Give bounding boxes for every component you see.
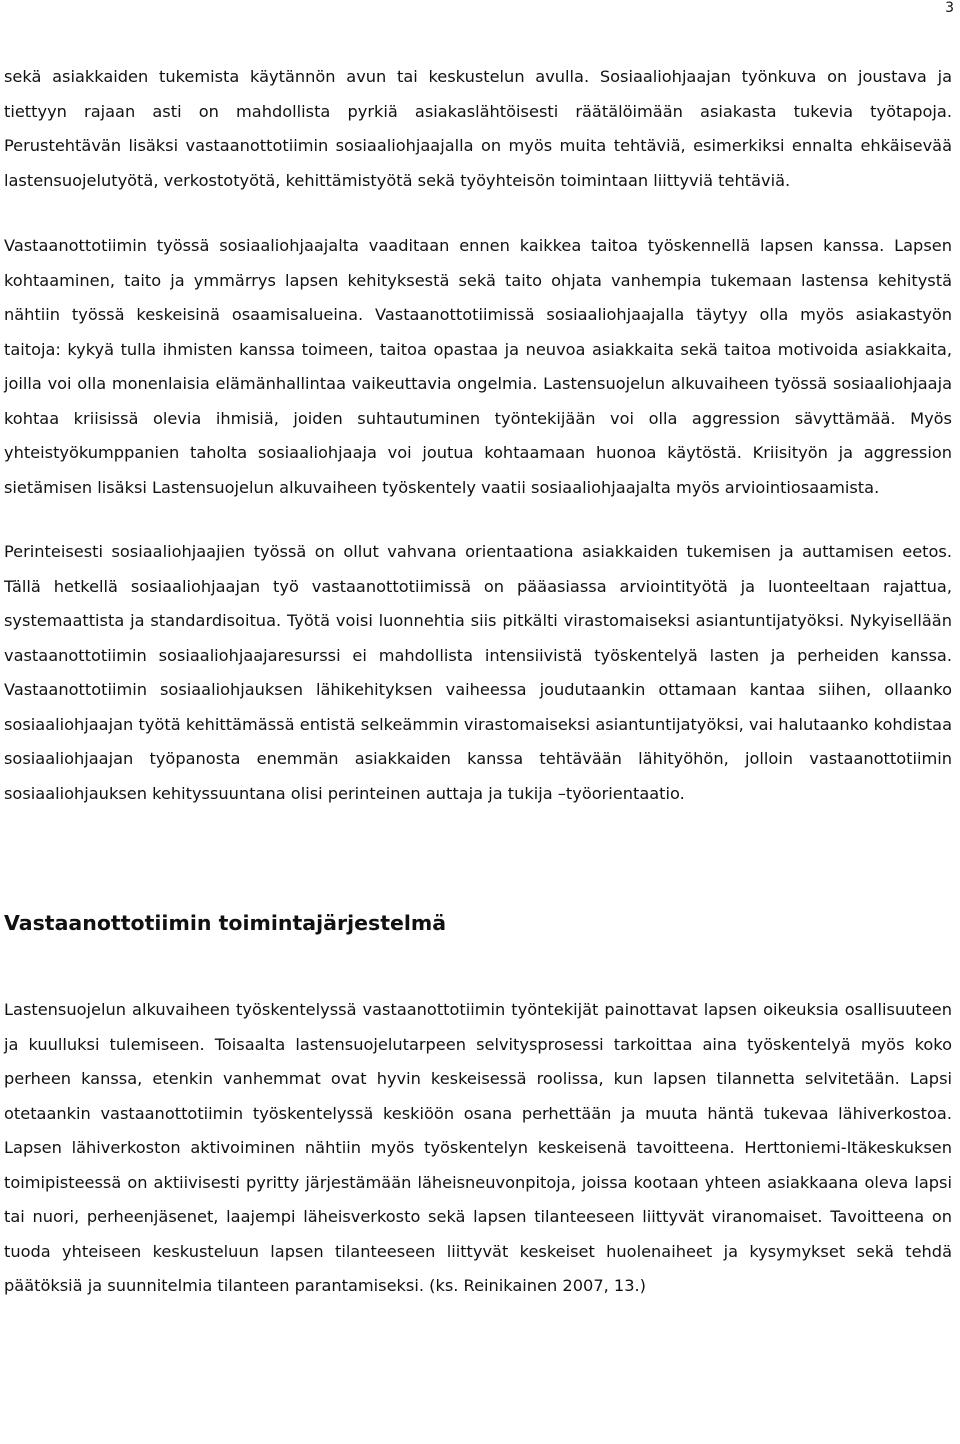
section-heading: Vastaanottotiimin toimintajärjestelmä bbox=[4, 911, 447, 935]
paragraph-activity-system: Lastensuojelun alkuvaiheen työskentelyssä vastaanottotiimin työntekijät painottavat lapsen oikeuksia osallisuuteen ja kuulluksi tulemiseen. Toisaalta lastensuojelutarpeen selvitysprosessi tarkoittaa aina työskentelyä myös koko perheen kanssa, etenkin vanhemmat ovat hyvin keskeisessä roolissa, kun lapsen tilannetta selvitetään. Lapsi otetaankin vastaanottotiimin työskentelyssä keskiöön osana perhettään ja muuta häntä tukevaa lähiverkostoa. Lapsen lähiverkoston aktivoiminen nähtiin myös työskentelyn keskeisenä tavoitteena. Herttoniemi-Itäkeskuksen toimipisteessä on aktiivisesti pyritty järjestämään läheisneuvonpitoja, joissa kootaan yhteen asiakkaana oleva lapsi tai nuori, perheenjäsenet, laajempi läheisverkosto sekä lapsen tilanteeseen liittyvät viranomaiset. Tavoitteena on tuoda yhteiseen keskusteluun lapsen tilanteeseen liittyvät keskeiset huolenaiheet ja kysymykset sekä tehdä päätöksiä ja suunnitelmia tilanteen parantamiseksi. (ks. Reinikainen 2007, 13.) bbox=[4, 1000, 952, 1295]
document-body bbox=[4, 60, 952, 1304]
paragraph-required-skills: Vastaanottotiimin työssä sosiaaliohjaajalta vaaditaan ennen kaikkea taitoa työskennellä lapsen kanssa. Lapsen kohtaaminen, taito ja ymmärrys lapsen kehityksestä sekä taito ohjata vanhempia tukemaan lastensa kehitystä nähtiin työssä keskeisinä osaamisalueina. Vastaanottotiimissä sosiaaliohjaajalla täytyy olla myös asiakastyön taitoja: kykyä tulla ihmisten kanssa toimeen, taitoa opastaa ja neuvoa asiakkaita sekä taitoa motivoida asiakkaita, joilla voi olla monenlaisia elämänhallintaa vaikeuttavia ongelmia. Lastensuojelun alkuvaiheen työssä sosiaaliohjaaja kohtaa kriisissä olevia ihmisiä, joiden suhtautuminen työntekijään voi olla aggression sävyttämää. Myös yhteistyökumppanien taholta sosiaaliohjaaja voi joutua kohtaamaan huonoa käytöstä. Kriisityön ja aggression sietämisen lisäksi Lastensuojelun alkuvaiheen työskentely vaatii sosiaaliohjaajalta myös arviointiosaamista. bbox=[4, 236, 952, 497]
paragraph-social-instructor-duties: sekä asiakkaiden tukemista käytännön avun tai keskustelun avulla. Sosiaaliohjaajan työnkuva on joustava ja tiettyyn rajaan asti on mahdollista pyrkiä asiakaslähtöisesti räätälöimään asiakasta tukevia työtapoja. Perustehtävän lisäksi vastaanottotiimin sosiaaliohjaajalla on myös muita tehtäviä, esimerkiksi ennalta ehkäisevää lastensuojelutyötä, verkostotyötä, kehittämistyötä sekä työyhteisön toimintaan liittyviä tehtäviä. bbox=[4, 67, 952, 190]
paragraph-work-orientation: Perinteisesti sosiaaliohjaajien työssä on ollut vahvana orientaationa asiakkaiden tukemisen ja auttamisen eetos. Tällä hetkellä sosiaaliohjaajan työ vastaanottotiimissä on pääasiassa arviointityötä ja luonteeltaan rajattua, systemaattista ja standardisoitua. Työtä voisi luonnehtia siis pitkälti virastomaiseksi asiantuntijatyöksi. Nykyisellään vastaanottotiimin sosiaaliohjaajaresurssi ei mahdollista intensiivistä työskentelyä lasten ja perheiden kanssa. Vastaanottotiimin sosiaaliohjauksen lähikehityksen vaiheessa joudutaankin ottamaan kantaa siihen, ollaanko sosiaaliohjaajan työtä kehittämässä entistä selkeämmin virastomaiseksi asiantuntijatyöksi, vai halutaanko kohdistaa sosiaaliohjaajan työpanosta enemmän asiakkaiden kanssa tehtävään lähityöhön, jolloin vastaanottotiimin sosiaaliohjauksen kehityssuuntana olisi perinteinen auttaja ja tukija –työorientaatio. bbox=[4, 542, 952, 803]
page-number: 3 bbox=[945, 0, 954, 16]
